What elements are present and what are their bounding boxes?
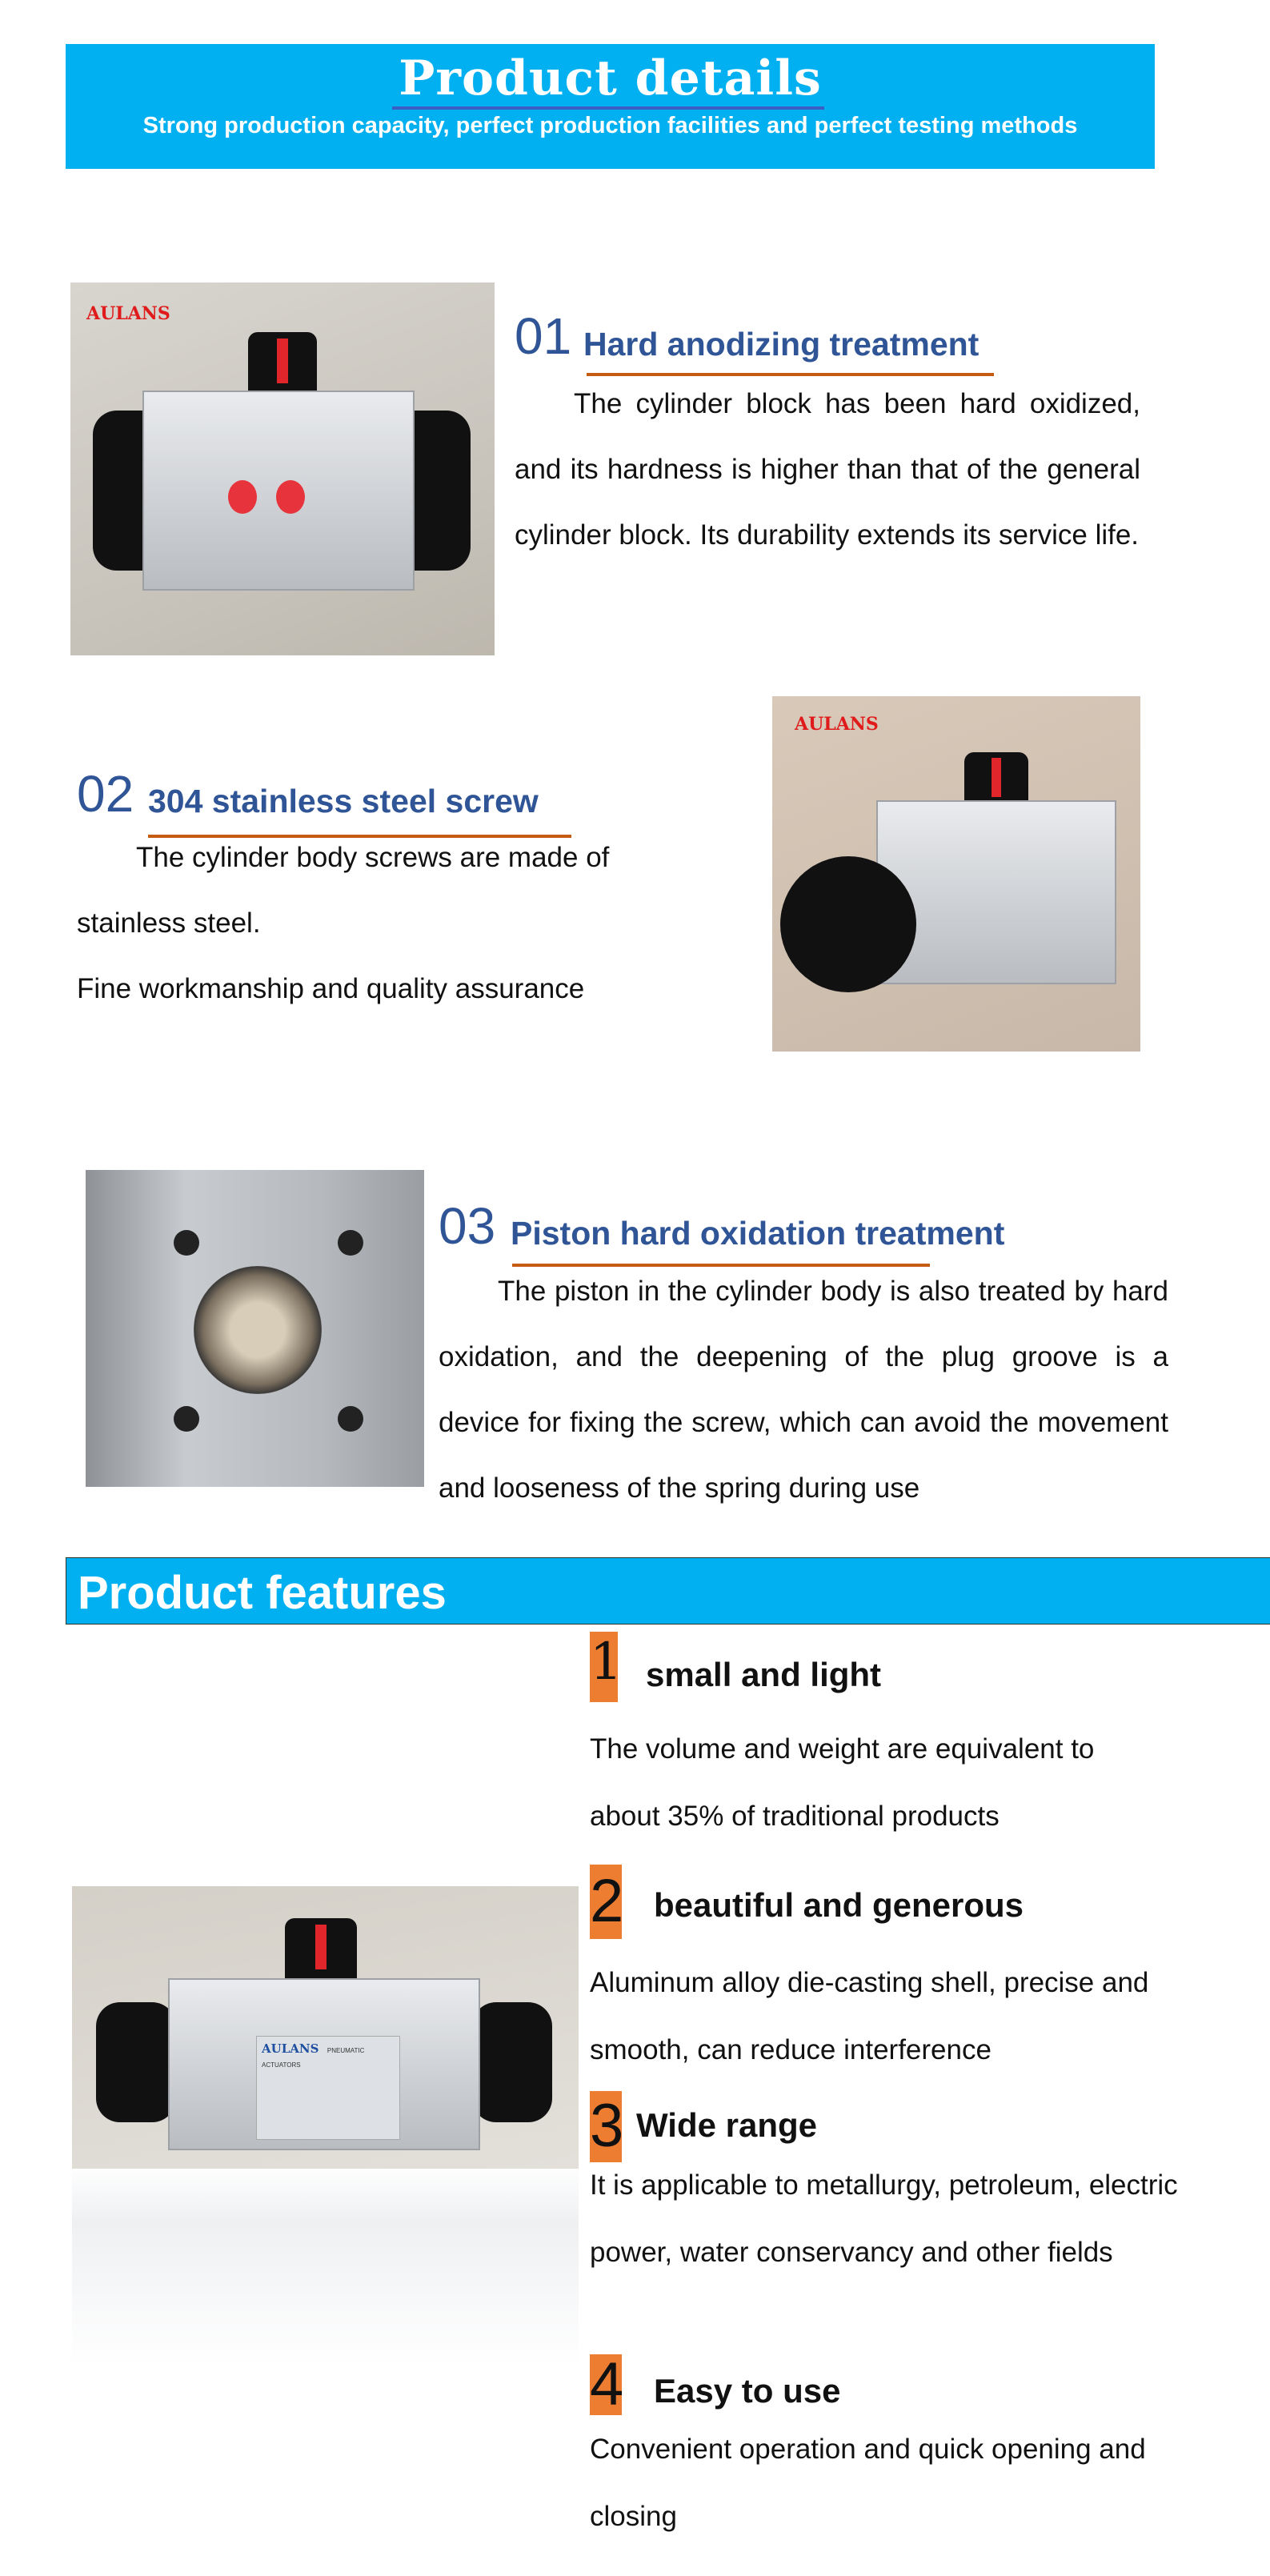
detail-number: 03 <box>439 1197 496 1255</box>
detail-paragraph <box>77 825 653 1022</box>
detail-heading: Piston hard oxidation treatment <box>511 1215 1005 1252</box>
nameplate-brand: AULANS <box>262 2041 319 2056</box>
piston-shaft <box>194 1266 322 1394</box>
feature-number-badge: 2 <box>590 1865 622 1939</box>
features-title: Product features <box>78 1567 447 1619</box>
bolt-hole <box>174 1406 199 1432</box>
detail-paragraph <box>439 1259 1168 1521</box>
feature-heading: beautiful and generous <box>654 1886 1024 1924</box>
detail-heading: Hard anodizing treatment <box>583 326 980 363</box>
paragraph-text: The cylinder block has been hard oxidized, and its hardness is higher than that of the general cylinder block. Its durability extends its service life. <box>515 388 1140 551</box>
cylinder-body <box>142 391 415 591</box>
banner-subtitle: Strong production capacity, perfect production facilities and perfect testing methods <box>142 113 1078 138</box>
product-features-bar <box>66 1557 1270 1625</box>
actuator-photo-1 <box>70 282 495 655</box>
end-cap-right <box>472 2002 552 2122</box>
feature-description: The volume and weight are equivalent to about 35% of traditional products <box>590 1733 1095 1832</box>
position-indicator <box>285 1918 357 1982</box>
feature-heading: small and light <box>646 1656 882 1693</box>
actuator-photo-2 <box>772 696 1140 1052</box>
paragraph-text: The cylinder body screws are made of stainless steel. <box>77 842 610 939</box>
feature-description: Convenient operation and quick opening and closing <box>590 2434 1146 2532</box>
nameplate-label: PNEUMATIC ACTUATORS <box>262 2047 365 2069</box>
feature-photo-main <box>72 1886 579 2169</box>
detail-paragraph <box>515 371 1140 568</box>
bolt-hole <box>338 1230 363 1256</box>
detail-heading: 304 stainless steel screw <box>148 783 539 819</box>
brand-logo: AULANS <box>795 714 879 735</box>
product-details-banner <box>66 44 1155 169</box>
bolt-hole <box>174 1230 199 1256</box>
feature-description: It is applicable to metallurgy, petroleum, electric power, water conservancy and other fields <box>590 2169 1178 2268</box>
feature-number-badge: 4 <box>590 2350 624 2418</box>
end-cap-left <box>96 2002 176 2122</box>
position-indicator <box>248 332 317 396</box>
end-cap <box>780 856 916 992</box>
feature-heading: Easy to use <box>654 2372 841 2410</box>
paragraph-text: The piston in the cylinder body is also treated by hard oxidation, and the deepening of the plug groove is a device for fixing the screw, which can avoid the movement and looseness of the spring during use <box>439 1276 1168 1504</box>
bolt-hole <box>338 1406 363 1432</box>
port-plug <box>276 480 305 514</box>
nameplate <box>256 2036 400 2140</box>
feature-description: Aluminum alloy die-casting shell, precise and smooth, can reduce interference <box>590 1967 1149 2065</box>
brand-logo: AULANS <box>86 303 170 324</box>
feature-photo <box>72 1886 579 2366</box>
paragraph-text: Fine workmanship and quality assurance <box>77 973 585 1004</box>
cylinder-body <box>876 800 1116 984</box>
banner-title-underline <box>392 106 824 110</box>
cylinder-body <box>168 1978 480 2150</box>
piston-photo <box>86 1170 424 1487</box>
detail-number: 01 <box>515 307 572 365</box>
banner-title: Product details <box>399 50 822 106</box>
feature-number-badge: 3 <box>590 2091 622 2162</box>
detail-number: 02 <box>77 765 134 823</box>
port-plug <box>228 480 257 514</box>
feature-number-badge: 1 <box>590 1632 618 1702</box>
feature-heading: Wide range <box>636 2106 817 2144</box>
